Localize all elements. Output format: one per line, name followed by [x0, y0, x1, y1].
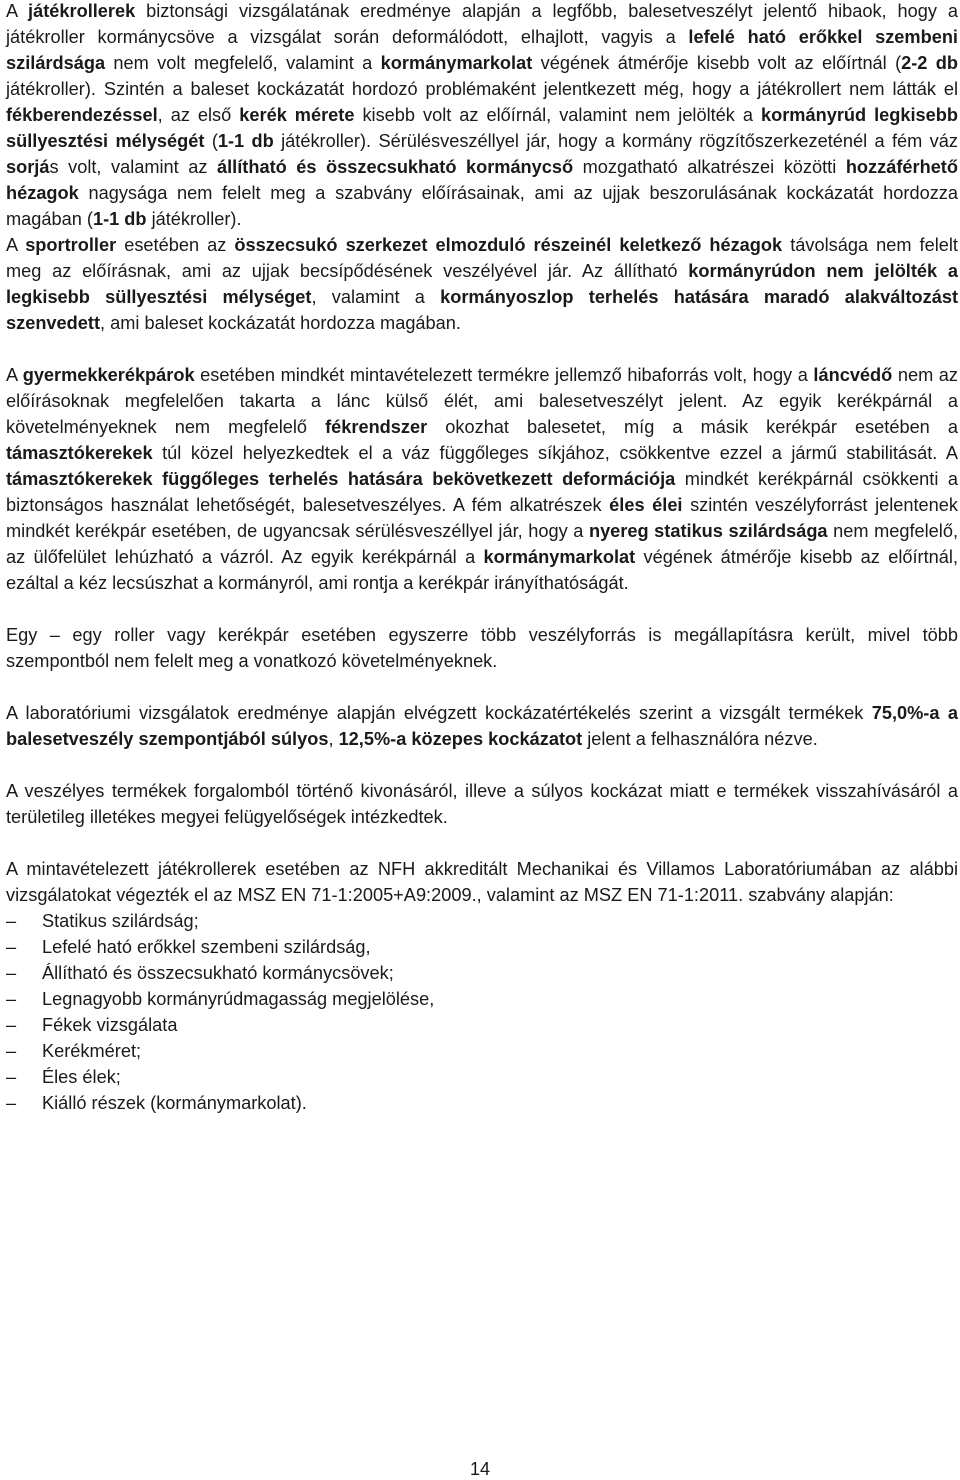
text-run: mindkét kerékpárnál csökkenti a biztonságos használat lehetőségét, balesetveszélyes. A fém alkatrészek	[6, 469, 959, 515]
text-run: végének átmérője kisebb volt az előírtnál (	[532, 53, 902, 73]
bold-text: összecsukó szerkezet elmozduló részeinél keletkező hézagok	[234, 235, 783, 255]
body-text	[6, 0, 958, 908]
bold-text: láncvédő	[813, 365, 893, 385]
bold-text: állítható és összecsukható kormánycső	[217, 157, 574, 177]
paragraph-gap	[6, 674, 958, 700]
text-run: nem megfelelő, az ülőfelület lehúzható a vázról. Az egyik kerékpárnál a	[6, 521, 959, 567]
dash-bullet: –	[6, 937, 17, 957]
bold-text: lefelé ható erőkkel szembeni szilárdsága	[6, 27, 958, 73]
text-run: , ami baleset kockázatát hordozza magában.	[100, 313, 461, 333]
test-list	[6, 908, 958, 1116]
text-run: játékroller). Sérülésveszéllyel jár, hogy a kormány rögzítőszerkezeténél a fém váz	[273, 131, 958, 151]
text-run: A laboratóriumi vizsgálatok eredménye alapján elvégzett kockázatértékelés szerint a vizsgált termékek	[6, 703, 872, 723]
paragraph-gap	[6, 596, 958, 622]
text-run: esetében mindkét mintavételezett termékre jellemző hibaforrás volt, hogy a	[194, 365, 814, 385]
bold-text: hozzáférhető hézagok	[6, 157, 958, 203]
bold-text: sorjá	[6, 157, 50, 177]
bold-text: kormányrúdon nem jelölték a legkisebb süllyesztési mélységet	[6, 261, 958, 307]
paragraph	[6, 362, 958, 596]
paragraph	[6, 232, 958, 336]
dash-bullet: –	[6, 1015, 17, 1035]
paragraph	[6, 778, 958, 830]
paragraph	[6, 622, 958, 674]
list-item-text: Legnagyobb kormányrúdmagasság megjelölése,	[42, 989, 435, 1009]
list-item	[6, 1064, 958, 1090]
text-run: A veszélyes termékek forgalomból történő kivonásáról, illeve a súlyos kockázat miatt e termékek visszahívásáról a területileg illetékes megyei felügyelőségek intézkedtek.	[6, 781, 958, 827]
bold-text: nyereg statikus szilárdsága	[588, 521, 828, 541]
text-run: mozgatható alkatrészei közötti	[573, 157, 846, 177]
text-run: esetében az	[116, 235, 235, 255]
list-item-text: Állítható és összecsukható kormánycsövek;	[42, 963, 394, 983]
text-run: végének átmérője kisebb az előírtnál, ezáltal a kéz lecsúszhat a kormányról, ami rontja a kerékpár irányíthatóságát.	[6, 547, 958, 593]
dash-bullet: –	[6, 963, 17, 983]
text-run: Egy – egy roller vagy kerékpár esetében egyszerre több veszélyforrás is megállapításra került, mivel több szempontból nem felelt meg a vonatkozó követelményeknek.	[6, 625, 958, 671]
bold-text: fékberendezéssel	[6, 105, 158, 125]
dash-bullet: –	[6, 1093, 17, 1113]
text-run: szintén veszélyforrást jelentenek mindkét kerékpár esetében, de ugyancsak sérülésveszéllyel jár, hogy a	[6, 495, 958, 541]
list-item-text: Statikus szilárdság;	[42, 911, 199, 931]
list-item-text: Kerékméret;	[42, 1041, 142, 1061]
text-run: , az első	[157, 105, 240, 125]
bold-text: támasztókerekek függőleges terhelés hatására bekövetkezett deformációja	[6, 469, 676, 489]
bold-text: 12,5%-a közepes kockázatot	[338, 729, 583, 749]
text-run: jelent a felhasználóra nézve.	[582, 729, 818, 749]
text-run: nem volt megfelelő, valamint a	[105, 53, 381, 73]
text-run: biztonsági vizsgálatának eredménye alapján a legfőbb, balesetveszélyt jelentő hibaok, hogy a játékroller kormánycsöve a vizsgálat során deformálódott, elhajlott, vagyis a	[6, 1, 958, 47]
dash-bullet: –	[6, 989, 17, 1009]
list-item	[6, 934, 958, 960]
paragraph-gap	[6, 752, 958, 778]
bold-text: gyermekkerékpárok	[22, 365, 195, 385]
bold-text: kormánymarkolat	[380, 53, 533, 73]
bold-text: támasztókerekek	[6, 443, 153, 463]
text-run: A mintavételezett játékrollerek esetében az NFH akkreditált Mechanikai és Villamos Laboratóriumában az alábbi vizsgálatokat végezték el az MSZ EN 71-1:2005+A9:2009., valamint az MSZ EN 71-1:2011. szabvány alapján:	[6, 859, 958, 905]
dash-bullet: –	[6, 1041, 17, 1061]
bold-text: kormányoszlop terhelés hatására maradó alakváltozást szenvedett	[6, 287, 959, 333]
list-item-text: Éles élek;	[42, 1067, 121, 1087]
bold-text: 1-1 db	[92, 209, 147, 229]
page-number: 14	[469, 1459, 491, 1479]
dash-bullet: –	[6, 1067, 17, 1087]
list-item-text: Lefelé ható erőkkel szembeni szilárdság,	[42, 937, 371, 957]
text-run: kisebb volt az előírnál, valamint nem jelölték a	[354, 105, 761, 125]
document-page	[6, 0, 958, 1116]
text-run: távolsága nem felelt meg az előírásnak, ami az ujjak becsípődésének veszélyével jár. Az állítható	[6, 235, 958, 281]
list-item	[6, 908, 958, 934]
text-run: ,	[328, 729, 339, 749]
text-run: túl közel helyezkedtek el a váz függőleges síkjához, csökkentve ezzel a jármű stabilitását. A	[152, 443, 958, 463]
list-item	[6, 1012, 958, 1038]
list-item	[6, 1038, 958, 1064]
text-run: A	[6, 1, 29, 21]
text-run: A	[6, 235, 26, 255]
paragraph	[6, 856, 958, 908]
list-item-text: Fékek vizsgálata	[42, 1015, 178, 1035]
list-item	[6, 960, 958, 986]
bold-text: játékrollerek	[28, 1, 136, 21]
text-run: nem az előírásoknak megfelelően takarta a lánc külső élét, ami balesetveszélyt jelent. Az egyik kerékpárnál a követelményeknek nem megfelelő	[6, 365, 958, 437]
bold-text: kormányrúd legkisebb süllyesztési mélységét	[6, 105, 958, 151]
list-item	[6, 1090, 958, 1116]
text-run: okozhat balesetet, míg a másik kerékpár esetében a	[427, 417, 958, 437]
text-run: játékroller). Szintén a baleset kockázatát hordozó problémaként jelentkezett még, hogy a játékrollert nem látták el	[6, 79, 958, 99]
bold-text: kerék mérete	[239, 105, 355, 125]
bold-text: 75,0%-a a balesetveszély szempontjából súlyos	[6, 703, 958, 749]
text-run: A	[6, 365, 23, 385]
paragraph-gap	[6, 830, 958, 856]
bold-text: éles élei	[609, 495, 683, 515]
bold-text: 2-2 db	[901, 53, 958, 73]
text-run: s volt, valamint az	[49, 157, 218, 177]
text-run: játékroller).	[146, 209, 242, 229]
bold-text: fékrendszer	[325, 417, 428, 437]
text-run: nagysága nem felelt meg a szabvány előírásainak, ami az ujjak beszorulásának kockázatát hordozza magában (	[6, 183, 958, 229]
bold-text: 1-1 db	[217, 131, 274, 151]
list-item	[6, 986, 958, 1012]
text-run: , valamint a	[311, 287, 441, 307]
text-run: (	[204, 131, 218, 151]
bold-text: sportroller	[25, 235, 117, 255]
bold-text: kormánymarkolat	[483, 547, 636, 567]
paragraph	[6, 0, 958, 232]
paragraph	[6, 700, 958, 752]
list-item-text: Kiálló részek (kormánymarkolat).	[42, 1093, 307, 1113]
paragraph-gap	[6, 336, 958, 362]
dash-bullet: –	[6, 911, 17, 931]
